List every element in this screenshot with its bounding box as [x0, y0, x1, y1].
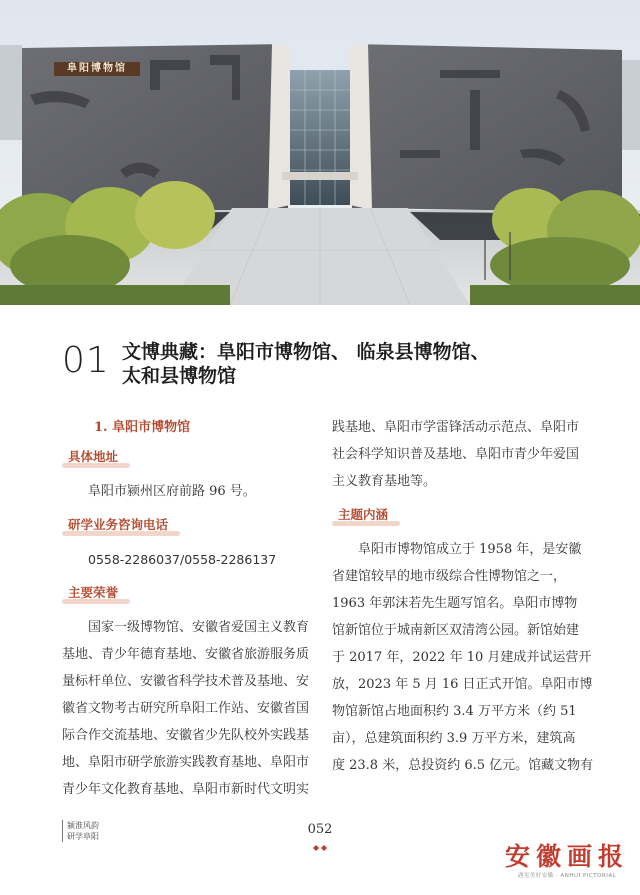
honor-line: 际合作交流基地、安徽省少先队校外实践基 — [62, 728, 310, 743]
logo-title: 安徽画报 — [504, 842, 629, 871]
theme-line: 馆新馆位于城南新区双清湾公园。新馆始建 — [332, 623, 580, 638]
honor-line: 践基地、阜阳市学雷锋活动示范点、阜阳市 — [332, 420, 580, 435]
section-number: 01 — [62, 340, 110, 381]
magazine-logo — [503, 842, 631, 890]
theme-line: 阜阳市博物馆成立于 1958 年，是安徽 — [358, 542, 582, 557]
theme-line: 度 23.8 米，总投资约 6.5 亿元。馆藏文物有 — [332, 758, 594, 773]
theme-tag: 主题内涵 — [332, 505, 394, 526]
theme-line: 亩），总建筑面积约 3.9 万平方米，建筑高 — [332, 731, 576, 746]
section-title-line: 文博典藏：阜阳市博物馆、 临泉县博物馆、 — [122, 341, 490, 363]
footer-note-line: 颍淮风韵 — [67, 821, 99, 830]
honor-line: 量标杆单位、安徽省科学技术普及基地、安 — [62, 674, 310, 689]
honor-line: 徽省文物考古研究所阜阳工作站、安徽省国 — [62, 701, 310, 716]
honor-line: 地、阜阳市研学旅游实践教育基地、阜阳市 — [62, 755, 310, 770]
museum-sign: 阜阳博物馆 — [54, 62, 140, 76]
theme-line: 1963 年郭沫若先生题写馆名。阜阳市博物 — [332, 596, 578, 611]
logo-subtitle: 遇见美好安徽 · ANHUI PICTORIAL — [517, 873, 617, 879]
footer-note-line: 研学阜阳 — [67, 832, 99, 841]
left-column — [62, 414, 320, 803]
honor-line: 国家一级博物馆、安徽省爱国主义教育 — [88, 620, 310, 635]
honor-tag: 主要荣誉 — [62, 583, 124, 604]
honor-line: 主义教育基地等。 — [332, 474, 437, 489]
theme-line: 放，2023 年 5 月 16 日正式开馆。阜阳市博 — [332, 677, 593, 692]
theme-line: 于 2017 年，2022 年 10 月建成并试运营开 — [332, 650, 592, 665]
honor-line: 社会科学知识普及基地、阜阳市青少年爱国 — [332, 447, 580, 462]
honor-line: 青少年文化教育基地、阜阳市新时代文明实 — [62, 782, 310, 797]
right-column — [332, 414, 594, 779]
address-tag: 具体地址 — [62, 447, 124, 468]
footer-column-note — [62, 820, 127, 842]
museum-illustration — [0, 0, 640, 305]
hero-photo — [0, 0, 640, 305]
address-text: 阜阳市颍州区府前路 96 号。 — [88, 484, 256, 499]
page-ornament-icon — [313, 844, 327, 852]
theme-line: 物馆新馆占地面积约 3.4 万平方米（约 51 — [332, 704, 577, 719]
museum-subheading: 1. 阜阳市博物馆 — [94, 420, 191, 435]
theme-line: 省建馆较早的地市级综合性博物馆之一， — [332, 569, 567, 584]
page-number: 052 — [307, 822, 333, 837]
honor-continued — [332, 414, 590, 495]
section-title-line: 太和县博物馆 — [122, 365, 237, 387]
honor-line: 基地、青少年德育基地、安徽省旅游服务质 — [62, 647, 310, 662]
theme-paragraph — [332, 536, 594, 779]
section-title — [122, 340, 592, 388]
phone-tag: 研学业务咨询电话 — [62, 515, 174, 536]
honor-paragraph — [62, 614, 320, 803]
phone-text: 0558-2286037/0558-2286137 — [88, 552, 277, 567]
